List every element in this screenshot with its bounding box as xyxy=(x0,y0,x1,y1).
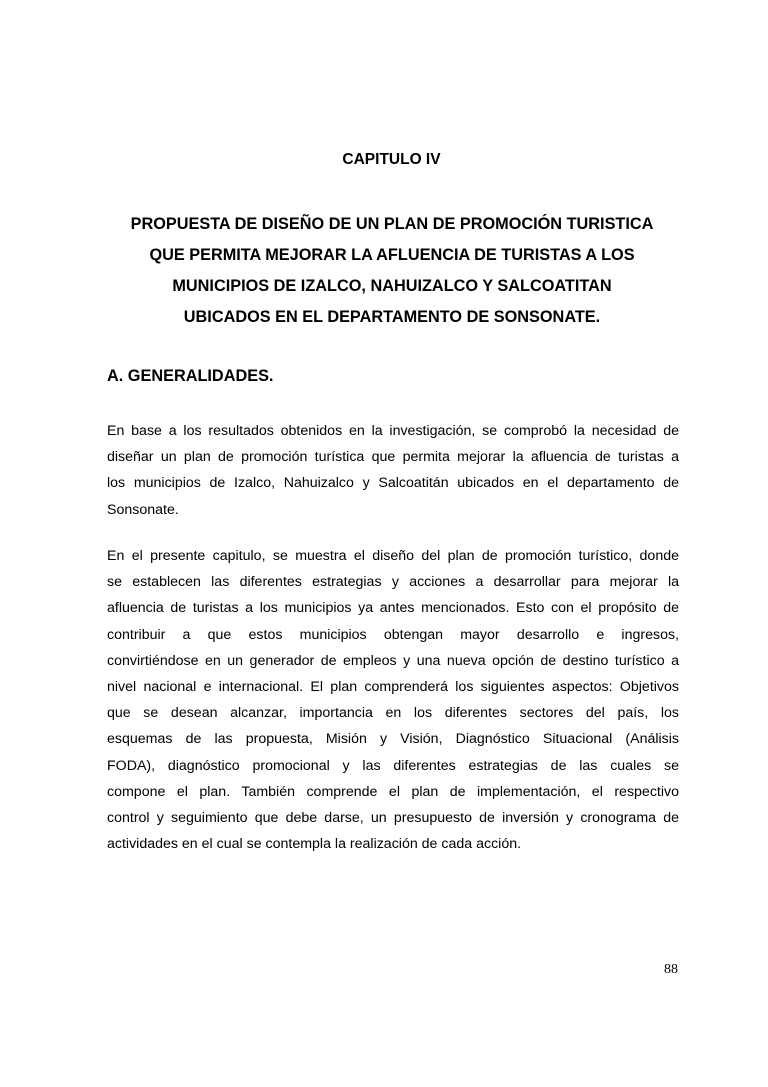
chapter-title-line: QUE PERMITA MEJORAR LA AFLUENCIA DE TURISTAS A LOS xyxy=(149,246,635,264)
chapter-title-line: MUNICIPIOS DE IZALCO, NAHUIZALCO Y SALCOATITAN xyxy=(172,277,612,295)
page-number: 88 xyxy=(664,962,678,977)
paragraph-line: compone el plan. También comprende el plan de implementación, el respectivo xyxy=(107,783,679,800)
paragraph-line: En el presente capitulo, se muestra el diseño del plan de promoción turístico, donde xyxy=(107,548,679,564)
paragraph-line: que se desean alcanzar, importancia en los diferentes sectores del país, los xyxy=(107,705,679,722)
paragraph-line: los municipios de Izalco, Nahuizalco y Salcoatitán ubicados en el departamento de xyxy=(107,475,679,492)
paragraph-line: convirtiéndose en un generador de empleos y una nueva opción de destino turístico a xyxy=(107,652,679,669)
section-heading: A. GENERALIDADES. xyxy=(107,367,274,385)
paragraph-line: se establecen las diferentes estrategias y acciones a desarrollar para mejorar la xyxy=(107,574,679,591)
paragraph-line: esquemas de las propuesta, Misión y Visión, Diagnóstico Situacional (Análisis xyxy=(107,731,679,748)
paragraph-line: control y seguimiento que debe darse, un presupuesto de inversión y cronograma de xyxy=(107,810,679,827)
paragraph-2 xyxy=(107,543,679,857)
paragraph-line: nivel nacional e internacional. El plan comprenderá los siguientes aspectos: Objetivos xyxy=(107,679,679,696)
chapter-title-line: UBICADOS EN EL DEPARTAMENTO DE SONSONATE. xyxy=(183,308,601,326)
paragraph-line: actividades en el cual se contempla la realización de cada acción. xyxy=(107,836,522,853)
paragraph-line: afluencia de turistas a los municipios ya antes mencionados. Esto con el propósito de xyxy=(107,600,679,617)
chapter-heading: CAPITULO IV xyxy=(342,151,441,168)
chapter-title-line: PROPUESTA DE DISEÑO DE UN PLAN DE PROMOCIÓN TURISTICA xyxy=(130,215,654,233)
paragraph-line: En base a los resultados obtenidos en la investigación, se comprobó la necesidad de xyxy=(107,423,679,439)
chapter-title xyxy=(106,209,678,333)
paragraph-line: FODA), diagnóstico promocional y las diferentes estrategias de las cuales se xyxy=(107,757,679,774)
paragraph-line: Sonsonate. xyxy=(107,501,179,518)
paragraph-line: contribuir a que estos municipios obtengan mayor desarrollo e ingresos, xyxy=(107,626,679,643)
paragraph-1 xyxy=(107,418,679,523)
paragraph-line: diseñar un plan de promoción turística que permita mejorar la afluencia de turistas a xyxy=(107,449,679,466)
